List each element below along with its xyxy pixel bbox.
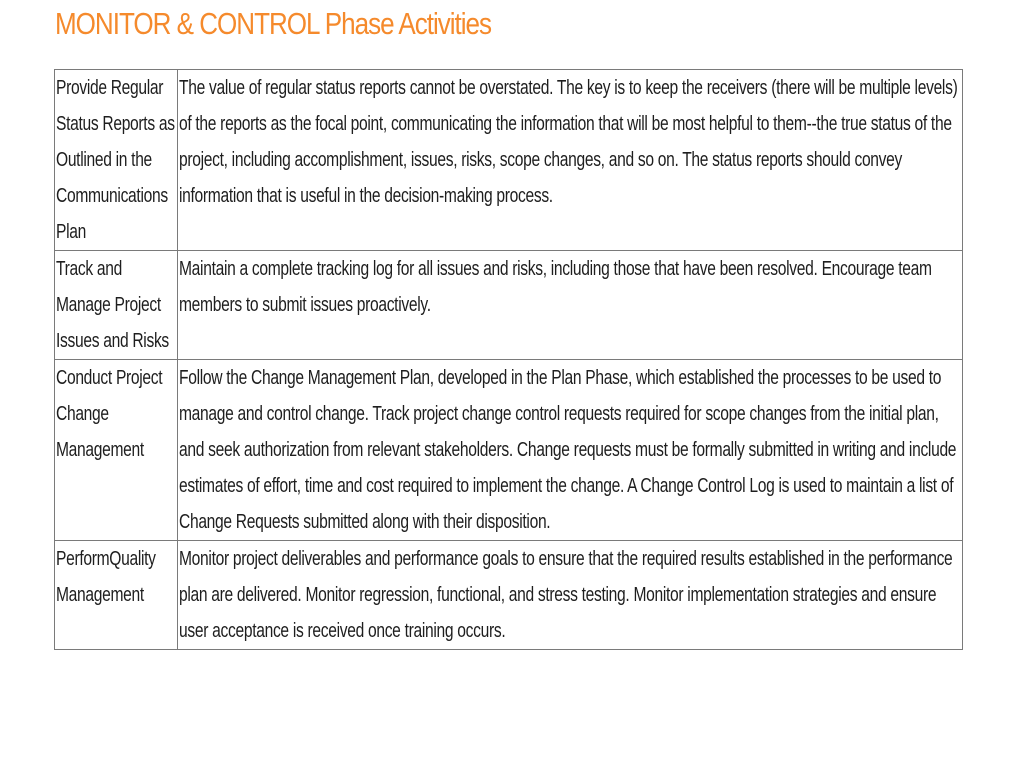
activity-name: PerformQuality Management bbox=[56, 548, 156, 606]
activities-table bbox=[54, 69, 963, 650]
activity-cell bbox=[55, 360, 178, 541]
activity-description: Follow the Change Management Plan, developed in the Plan Phase, which established the processes to be used to manage and control change. Track project change control requests required for scope changes from the initial plan, and seek authorization from relevant stakeholders. Change requests must be formally submitted in writing and include estimates of effort, time and cost required to implement the change. A Change Control Log is used to maintain a list of Change Requests submitted along with their disposition. bbox=[179, 367, 957, 533]
activity-cell bbox=[55, 251, 178, 360]
description-cell bbox=[178, 70, 963, 251]
description-cell bbox=[178, 251, 963, 360]
table-row bbox=[55, 70, 963, 251]
activity-cell bbox=[55, 541, 178, 650]
table-row bbox=[55, 251, 963, 360]
activity-cell bbox=[55, 70, 178, 251]
table-row bbox=[55, 360, 963, 541]
activity-description: Maintain a complete tracking log for all issues and risks, including those that have been resolved. Encourage team members to submit issues proactively. bbox=[179, 258, 933, 316]
page-title: MONITOR & CONTROL Phase Activities bbox=[55, 6, 491, 41]
activity-name: Conduct Project Change Management bbox=[56, 367, 163, 461]
activity-description: Monitor project deliverables and performance goals to ensure that the required results established in the performance plan are delivered. Monitor regression, functional, and stress testing. Monitor implementation strategies and ensure user acceptance is received once training occurs. bbox=[179, 548, 953, 642]
activity-name: Track and Manage Project Issues and Risks bbox=[56, 258, 169, 352]
table-row bbox=[55, 541, 963, 650]
description-cell bbox=[178, 541, 963, 650]
activity-description: The value of regular status reports cannot be overstated. The key is to keep the receivers (there will be multiple levels) of the reports as the focal point, communicating the information that will be most helpful to them--the true status of the project, including accomplishment, issues, risks, scope changes, and so on. The status reports should convey information that is useful in the decision-making process. bbox=[179, 77, 958, 207]
activity-name: Provide Regular Status Reports as Outlined in the Communications Plan bbox=[56, 77, 175, 243]
description-cell bbox=[178, 360, 963, 541]
